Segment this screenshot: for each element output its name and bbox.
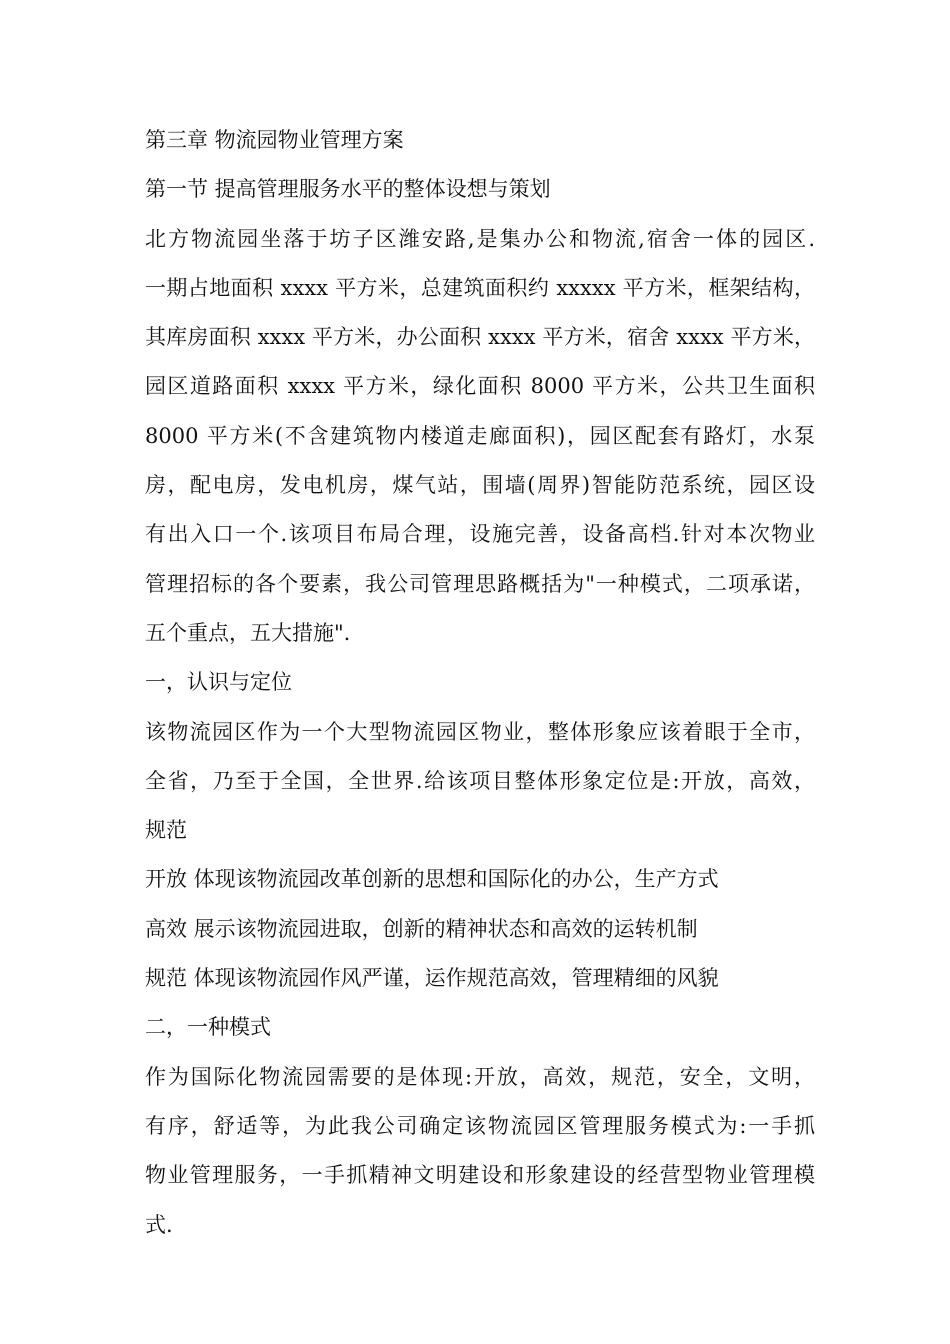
text-line: 一期占地面积 xxxx 平方米，总建筑面积约 xxxxx 平方米，框架结构， <box>145 275 815 300</box>
text-line: 一，认识与定位 <box>145 670 292 695</box>
document-body <box>145 116 815 1250</box>
text-line: 作为国际化物流园需要的是体现:开放，高效，规范，安全，文明， <box>145 1064 815 1089</box>
text-line: 二，一种模式 <box>145 1015 271 1040</box>
text-line: 第三章 物流园物业管理方案 <box>145 128 404 152</box>
text-line: 第一节 提高管理服务水平的整体设想与策划 <box>145 177 551 202</box>
text-line: 式. <box>145 1212 173 1237</box>
text-line: 高效 展示该物流园进取，创新的精神状态和高效的运转机制 <box>145 916 698 941</box>
text-line: 有出入口一个.该项目布局合理，设施完善，设备高档.针对本次物业 <box>145 522 815 547</box>
text-line: 全省，乃至于全国，全世界.给该项目整体形象定位是:开放，高效， <box>145 768 815 793</box>
text-line: 其库房面积 xxxx 平方米，办公面积 xxxx 平方米，宿舍 xxxx 平方米， <box>145 325 815 350</box>
text-line: 规范 体现该物流园作风严谨，运作规范高效，管理精细的风貌 <box>145 966 719 991</box>
text-line: 北方物流园坐落于坊子区潍安路,是集办公和物流,宿舍一体的园区. <box>145 226 815 251</box>
text-line: 开放 体现该物流园改革创新的思想和国际化的办公，生产方式 <box>145 867 719 892</box>
text-line: 8000 平方米(不含建筑物内楼道走廊面积)，园区配套有路灯，水泵 <box>145 423 815 448</box>
text-line: 五个重点，五大措施". <box>145 620 351 645</box>
text-line: 有序，舒适等，为此我公司确定该物流园区管理服务模式为:一手抓 <box>145 1113 815 1138</box>
text-line: 规范 <box>145 818 187 843</box>
text-line: 该物流园区作为一个大型物流园区物业，整体形象应该着眼于全市， <box>145 719 815 744</box>
text-line: 物业管理服务，一手抓精神文明建设和形象建设的经营型物业管理模 <box>145 1163 815 1188</box>
text-line: 管理招标的各个要素，我公司管理思路概括为"一种模式，二项承诺， <box>145 571 815 596</box>
text-line: 房，配电房，发电机房，煤气站，围墙(周界)智能防范系统，园区设 <box>145 473 815 498</box>
text-line: 园区道路面积 xxxx 平方米，绿化面积 8000 平方米，公共卫生面积 <box>145 374 815 399</box>
